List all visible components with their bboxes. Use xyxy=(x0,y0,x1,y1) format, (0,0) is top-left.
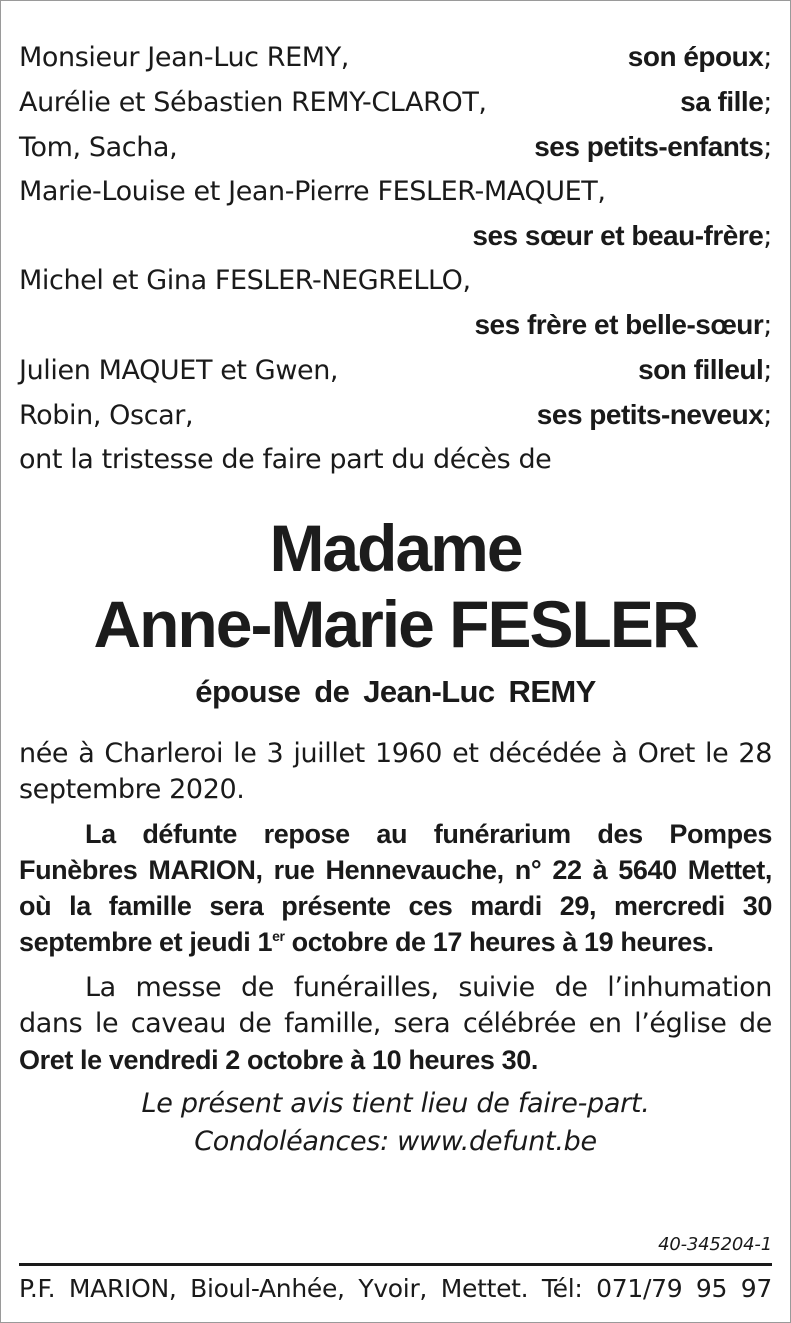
family-line xyxy=(19,170,772,214)
family-line: Aurélie et Sébastien REMY-CLAROT, sa fille; xyxy=(19,80,772,125)
family-name: Robin, Oscar, xyxy=(19,400,194,431)
family-line: ses frère et belle-sœur; xyxy=(474,309,772,341)
family-name: Marie-Louise et Jean-Pierre FESLER-MAQUET, xyxy=(19,176,606,207)
family-name: Julien MAQUET et Gwen, xyxy=(19,355,339,386)
family-line: ses sœur et beau-frère; xyxy=(472,220,772,252)
funeral-mass-info: La messe de funérailles, suivie de l’inhumation dans le caveau de famille, sera célébrée en l’église de Oret le vendredi 2 octobre à 10 heures 30. xyxy=(19,972,772,1075)
family-name: Monsieur Jean-Luc REMY, xyxy=(19,42,349,73)
family-relation: son filleul xyxy=(638,354,764,385)
family-line: Tom, Sacha, ses petits-enfants; xyxy=(19,125,772,170)
family-name: Aurélie et Sébastien REMY-CLAROT, xyxy=(19,87,487,118)
deceased-name: Anne-Marie FESLER xyxy=(93,587,698,661)
announcement: ont la tristesse de faire part du décès de xyxy=(19,444,552,475)
notice-content xyxy=(19,35,772,1161)
divider xyxy=(19,1263,772,1266)
family-relation: ses frère et belle-sœur xyxy=(474,309,764,340)
family-relation: sa fille xyxy=(680,86,764,117)
family-name: Tom, Sacha, xyxy=(19,132,178,163)
family-line: Julien MAQUET et Gwen, son filleul; xyxy=(19,348,772,393)
visitation-info: La défunte repose au funérarium des Pompes Funèbres MARION, rue Hennevauche, n° 22 à 5640 Mettet, où la famille sera présente ces mardi 29, mercredi 30 septembre et jeudi 1er octobre de 17 heures à 19 heures. xyxy=(19,819,772,957)
reference-number: 40-345204-1 xyxy=(658,1234,772,1255)
family-name: Michel et Gina FESLER-NEGRELLO, xyxy=(19,265,471,296)
family-line: Monsieur Jean-Luc REMY, son époux; xyxy=(19,35,772,80)
family-relation: son époux xyxy=(627,41,764,72)
family-relation: ses sœur et beau-frère xyxy=(472,220,764,251)
condolences-link: Condoléances: www.defunt.be xyxy=(194,1126,597,1157)
deceased-spouse: épouse de Jean-Luc REMY xyxy=(195,674,596,709)
funeral-home-footer: P.F. MARION, Bioul-Anhée, Yvoir, Mettet. Tél: 071/79 95 97 xyxy=(19,1274,772,1303)
family-relation: ses petits-enfants xyxy=(534,131,764,162)
family-relation: ses petits-neveux xyxy=(536,399,764,430)
family-line xyxy=(19,259,772,303)
birth-death-info: née à Charleroi le 3 juillet 1960 et décédée à Oret le 28 septembre 2020. xyxy=(19,738,772,805)
notice-statement: Le présent avis tient lieu de faire-part. xyxy=(141,1088,650,1119)
family-line: Robin, Oscar, ses petits-neveux; xyxy=(19,393,772,438)
deceased-title: Madame xyxy=(269,511,522,585)
